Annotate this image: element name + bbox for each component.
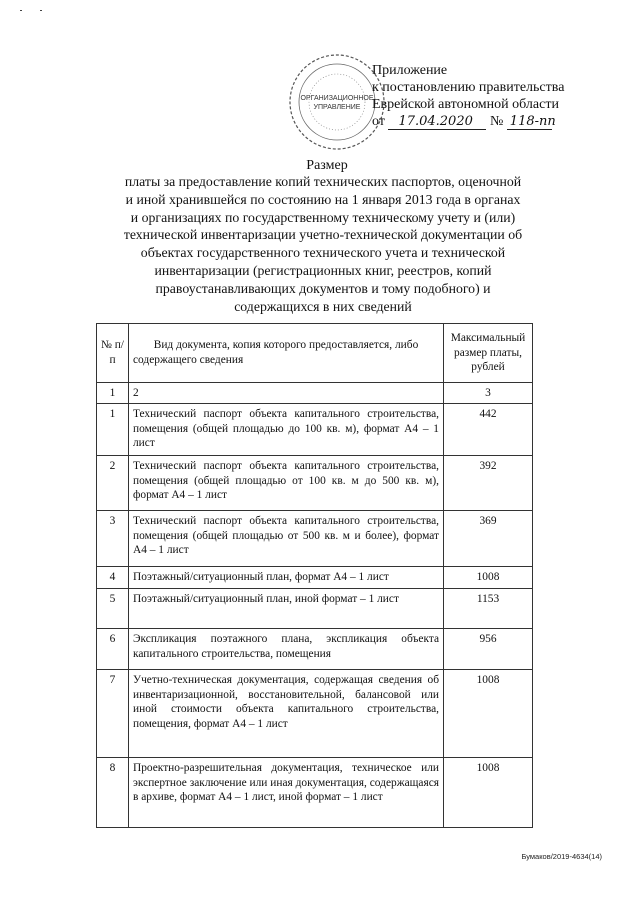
row-price: 442 <box>444 404 533 456</box>
row-price: 1008 <box>444 758 533 828</box>
table-header-row <box>97 324 533 383</box>
row-num: 2 <box>97 456 129 511</box>
handwritten-number: 118-пп <box>507 114 552 130</box>
row-price: 392 <box>444 456 533 511</box>
index-cell: 2 <box>129 382 444 404</box>
row-num: 5 <box>97 589 129 629</box>
stamp-text-line1: ОРГАНИЗАЦИОННОЕ <box>300 95 374 102</box>
column-index-row <box>97 382 533 404</box>
scan-speck <box>20 10 22 11</box>
row-price: 1153 <box>444 589 533 629</box>
table-row <box>97 758 533 828</box>
row-num: 8 <box>97 758 129 828</box>
appendix-title: Приложение <box>372 63 448 78</box>
table-row <box>97 670 533 758</box>
table-row <box>97 404 533 456</box>
row-desc: Экспликация поэтажного плана, экспликация объекта капитального строительства, помещения <box>129 629 444 670</box>
document-subheading: платы за предоставление копий технических паспортов, оценочной и иной хранившейся по состоянию на 1 января 2013 года в органах и организациях по государственному техническому учету и (или) технической инвентаризации учетно-технической документации об объектах государственного технического учета и технической инвентаризации (регистрационных книг, реестров, копий правоустанавливающих документов и тому подобного) и содержащихся в них сведений <box>123 174 523 314</box>
document-heading: Размер <box>306 158 348 173</box>
row-num: 6 <box>97 629 129 670</box>
table-row <box>97 589 533 629</box>
table-row <box>97 511 533 567</box>
fee-table <box>96 323 533 828</box>
appendix-line-3: Еврейской автономной области <box>372 97 559 112</box>
from-label: от <box>372 114 385 129</box>
header-price: Максимальный размер платы, рублей <box>444 324 533 383</box>
table-row <box>97 567 533 589</box>
row-desc: Технический паспорт объекта капитального строительства, помещения (общей площадью от 500 кв. м и более), формат А4 – 1 лист <box>129 511 444 567</box>
index-cell: 1 <box>97 382 129 404</box>
header-num: № п/п <box>97 324 129 383</box>
row-price: 956 <box>444 629 533 670</box>
row-desc: Технический паспорт объекта капитального строительства, помещения (общей площадью до 100 кв. м), формат А4 – 1 лист <box>129 404 444 456</box>
table-row <box>97 456 533 511</box>
row-desc: Технический паспорт объекта капитального строительства, помещения (общей площадью от 100 кв. м до 500 кв. м), формат А4 – 1 лист <box>129 456 444 511</box>
row-desc: Поэтажный/ситуационный план, формат А4 – 1 лист <box>129 567 444 589</box>
scan-speck <box>40 10 42 11</box>
row-desc: Поэтажный/ситуационный план, иной формат – 1 лист <box>129 589 444 629</box>
row-desc: Учетно-техническая документация, содержащая сведения об инвентаризационной, восстановительной, балансовой или иной стоимости объекта капитального строительства, помещения, формат А4 – 1 лист <box>129 670 444 758</box>
row-price: 369 <box>444 511 533 567</box>
row-price: 1008 <box>444 670 533 758</box>
row-num: 1 <box>97 404 129 456</box>
stamp-text-line2: УПРАВЛЕНИЕ <box>313 104 361 111</box>
appendix-date-line <box>372 113 564 130</box>
index-cell: 3 <box>444 382 533 404</box>
row-desc: Проектно-разрешительная документация, техническое или экспертное заключение или иная документация, содержащаяся в архиве, формат А4 – 1 лист, иной формат – 1 лист <box>129 758 444 828</box>
table-row <box>97 629 533 670</box>
number-sign: № <box>489 114 504 129</box>
row-num: 7 <box>97 670 129 758</box>
row-num: 3 <box>97 511 129 567</box>
header-desc: Вид документа, копия которого предоставляется, либо содержащего сведения <box>129 324 444 383</box>
row-num: 4 <box>97 567 129 589</box>
row-price: 1008 <box>444 567 533 589</box>
appendix-block <box>372 62 564 130</box>
document-footer-code: Бумаков/2019-4634(14) <box>521 852 602 861</box>
appendix-line-2: к постановлению правительства <box>372 80 565 95</box>
handwritten-date: 17.04.2020 <box>388 114 486 130</box>
